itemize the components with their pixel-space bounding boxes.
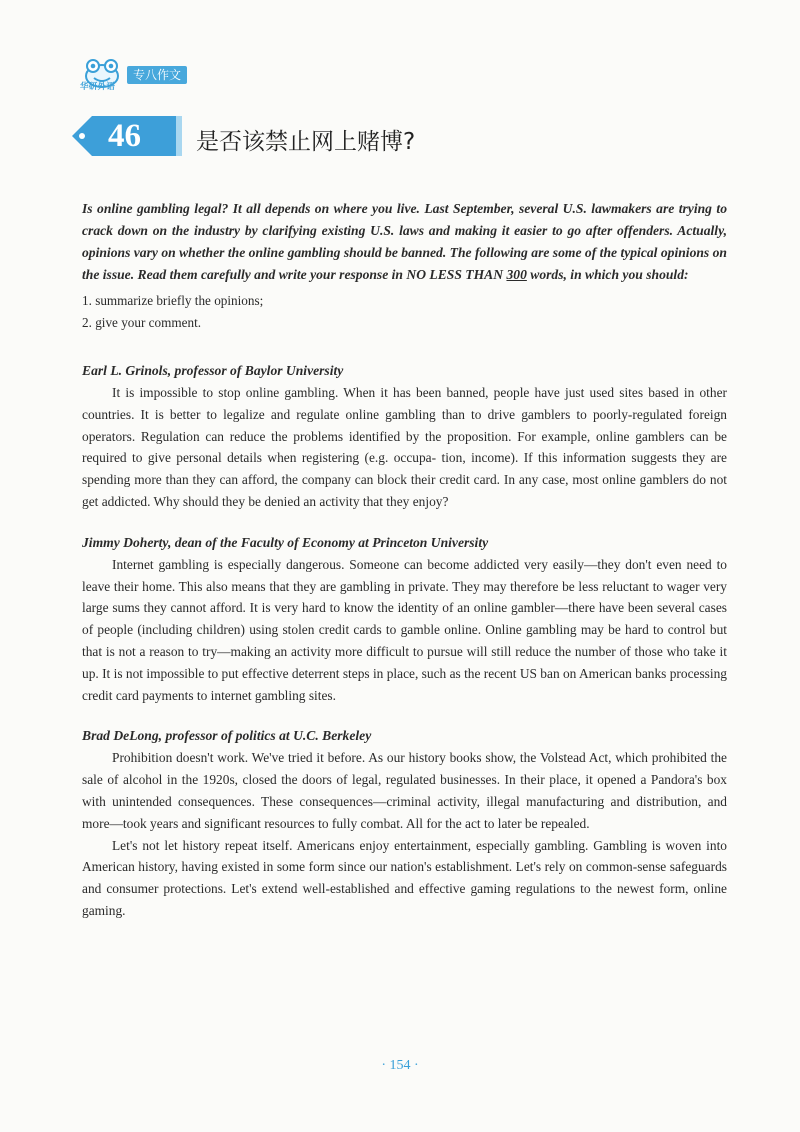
page-dot-left: · (381, 1058, 386, 1073)
task-item: 1. summarize briefly the opinions; (82, 293, 264, 308)
opinion-section (82, 725, 727, 921)
opinion-speaker: Brad DeLong, professor of politics at U.C. Berkeley (82, 728, 372, 744)
page-dot-right: · (414, 1058, 419, 1073)
page-number (0, 1058, 800, 1074)
opinion-section (82, 532, 727, 707)
title-number: 46 (108, 118, 141, 154)
opinion-section (82, 360, 727, 513)
prompt-text (82, 198, 727, 286)
logo-text: 华研外语 (80, 82, 116, 92)
opinion-speaker: Earl L. Grinols, professor of Baylor University (82, 363, 344, 378)
page-title: 是否该禁止网上赌博? (196, 129, 416, 155)
prompt-word-count: 300 (506, 267, 527, 282)
opinion-paragraph: Internet gambling is especially dangerous. Someone can become addicted very easily—they don't even need to leave their home. This also means that they are gambling in private. They may therefore be less reluctant to wager very large sums they cannot afford. It is very hard to know the identity of an online gambler—there have been several cases of people (including children) using stolen credit cards to gamble online. Online gambling may be hard to control but that is not a reason to try—making an activity more difficult to pursue will still reduce the number of those who take it up. It is not impossible to put effective deterrent steps in place, such as the recent US ban on American banks processing credit card payments to internet gambling sites. (82, 556, 727, 703)
opinion-speaker: Jimmy Doherty, dean of the Faculty of Economy at Princeton University (82, 534, 489, 550)
prompt-text-after: words, in which you should: (526, 267, 689, 282)
prompt-text-before: Is online gambling legal? It all depends on where you live. Last September, several U.S. lawmakers are trying to crack down on the industry by clarifying existing U.S. laws and making it easier to go after offenders. Actually, opinions vary on whether the online gambling should be banned. The following are some of the typical opinions on the issue. Read them carefully and write your response in NO LESS THAN (82, 201, 727, 282)
series-tag: 专八作文 (127, 66, 187, 84)
page-number-value: 154 (389, 1058, 411, 1073)
opinion-paragraph: Let's not let history repeat itself. Americans enjoy entertainment, especially gambling. Gambling is woven into American history, having existed in some form since our nation's establishment. Let's rely on common-sense safeguards and consumer protections. Let's extend well-established and effective gaming regulations to the newest form, online gaming. (82, 837, 727, 918)
task-item: 2. give your comment. (82, 315, 202, 330)
main-content (82, 198, 727, 922)
opinion-paragraph: It is impossible to stop online gambling. When it has been banned, people have just used sites based in other countries. It is better to legalize and regulate online gambling than to drive gamblers to poorly-regulated foreign operators. Regulation can reduce the problems identified by the proposition. For example, online gamblers can be required to give personal details when registering (e.g. occupa- tion, income). If this information suggests they are spending more than they can afford, the company can block their credit card. In any case, most online gamblers do not get addicted. Why should they be denied an activity that they enjoy? (82, 385, 727, 509)
task-list (82, 290, 727, 334)
opinion-paragraph: Prohibition doesn't work. We've tried it before. As our history books show, the Volstead Act, which prohibited the sale of alcohol in the 1920s, closed the doors of legal, regulated businesses. In their place, it opened a Pandora's box with unintended consequences. These consequences—criminal activity, illegal manufacturing and distribution, and more—took years and significant resources to fully combat. All for the act to later be repealed. (82, 750, 727, 831)
